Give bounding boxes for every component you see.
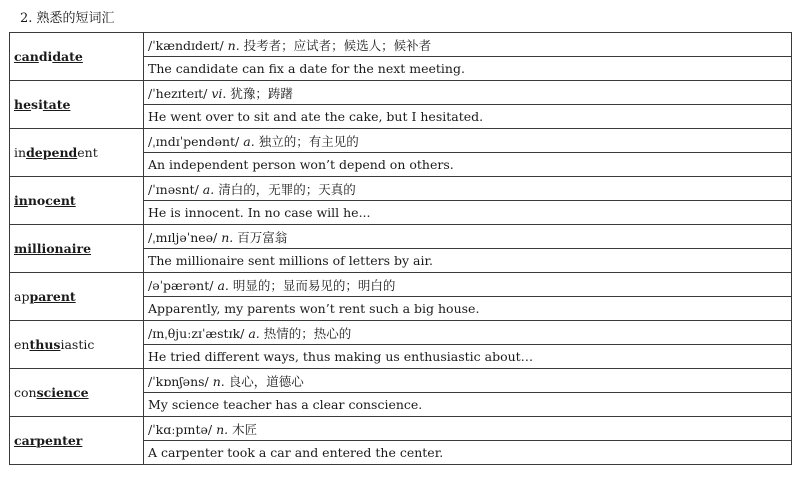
meaning: 热情的；热心的 [263, 325, 352, 341]
vocab-definition [144, 369, 792, 393]
phonetic: /ˈɪnəsnt/ [148, 181, 199, 197]
word-part-highlighted: science [36, 385, 89, 400]
example-sentence: He tried different ways, thus making us enthusiastic about… [144, 345, 792, 369]
vocab-word [10, 321, 144, 369]
word-part-highlighted: can [14, 49, 39, 64]
vocab-word [10, 417, 144, 465]
vocab-row-definition [10, 417, 792, 441]
example-sentence: He went over to sit and ate the cake, but I hesitated. [144, 105, 792, 129]
example-sentence: The candidate can fix a date for the next meeting. [144, 57, 792, 81]
word-part: con [14, 385, 37, 400]
word-part-highlighted: date [52, 49, 83, 64]
vocab-word [10, 129, 144, 177]
part-of-speech: vi. [211, 85, 227, 101]
meaning: 投考者；应试者；候选人；候补者 [243, 37, 432, 53]
vocab-word [10, 33, 144, 81]
vocab-definition [144, 225, 792, 249]
example-sentence: The millionaire sent millions of letters by air. [144, 249, 792, 273]
vocab-definition [144, 177, 792, 201]
part-of-speech: a. [248, 325, 260, 341]
vocab-word [10, 273, 144, 321]
word-part-highlighted: car [14, 433, 37, 448]
vocab-word [10, 177, 144, 225]
word-part: ap [14, 289, 30, 304]
vocab-row-definition [10, 129, 792, 153]
phonetic: /ˌɪndɪˈpendənt/ [148, 133, 240, 149]
part-of-speech: a. [243, 133, 255, 149]
phonetic: /əˈpærənt/ [148, 277, 214, 293]
meaning: 良心，道德心 [228, 373, 304, 389]
vocab-row-definition [10, 369, 792, 393]
vocab-definition [144, 273, 792, 297]
phonetic: /ˈkɑːpɪntə/ [148, 421, 213, 437]
word-part-highlighted: he [14, 97, 32, 112]
vocab-word [10, 81, 144, 129]
part-of-speech: n. [221, 229, 234, 245]
vocab-definition [144, 417, 792, 441]
word-part-highlighted: tate [42, 97, 71, 112]
word-part: si [31, 97, 43, 112]
word-part: di [38, 49, 53, 64]
example-sentence: My science teacher has a clear conscience. [144, 393, 792, 417]
example-sentence: An independent person won’t depend on others. [144, 153, 792, 177]
vocab-definition [144, 321, 792, 345]
meaning: 独立的；有主见的 [258, 133, 359, 149]
part-of-speech: a. [217, 277, 229, 293]
section-heading: 2. 熟悉的短词汇 [20, 11, 115, 26]
vocab-row-definition [10, 321, 792, 345]
word-part: iastic [60, 337, 95, 352]
phonetic: /ˈhezɪteɪt/ [148, 85, 208, 101]
vocab-row-definition [10, 273, 792, 297]
word-part: no [27, 193, 46, 208]
word-part: en [14, 337, 30, 352]
vocab-row-definition [10, 177, 792, 201]
vocab-definition [144, 129, 792, 153]
phonetic: /ˈkændɪdeɪt/ [148, 37, 224, 53]
part-of-speech: a. [202, 181, 215, 197]
vocab-row-definition [10, 81, 792, 105]
phonetic: /ˌmɪljəˈneə/ [148, 229, 218, 245]
word-part-highlighted: millionaire [14, 241, 92, 256]
vocab-row-definition [10, 225, 792, 249]
word-part-highlighted: penter [36, 433, 83, 448]
meaning: 明显的；显而易见的；明白的 [232, 277, 396, 293]
vocab-word [10, 369, 144, 417]
part-of-speech: n. [227, 37, 240, 53]
vocab-definition [144, 81, 792, 105]
meaning: 犹豫；踌躇 [230, 85, 293, 101]
meaning: 木匠 [232, 421, 258, 437]
meaning: 清白的，无罪的；天真的 [218, 181, 356, 197]
word-part: in [14, 145, 27, 160]
vocab-row-definition [10, 33, 792, 57]
part-of-speech: n. [212, 373, 225, 389]
meaning: 百万富翁 [237, 229, 288, 245]
word-part-highlighted: thus [29, 337, 61, 352]
vocab-definition [144, 33, 792, 57]
example-sentence: He is innocent. In no case will he... [144, 201, 792, 225]
word-part: ent [77, 145, 98, 160]
word-part-highlighted: depend [26, 145, 78, 160]
phonetic: /ɪnˌθjuːzɪˈæstɪk/ [148, 325, 245, 341]
word-part-highlighted: cent [45, 193, 76, 208]
example-sentence: Apparently, my parents won’t rent such a big house. [144, 297, 792, 321]
word-part-highlighted: in [14, 193, 28, 208]
vocab-word [10, 225, 144, 273]
vocabulary-table [9, 32, 792, 465]
example-sentence: A carpenter took a car and entered the center. [144, 441, 792, 465]
word-part-highlighted: parent [29, 289, 76, 304]
part-of-speech: n. [216, 421, 229, 437]
phonetic: /ˈkɒnʃəns/ [148, 373, 209, 389]
